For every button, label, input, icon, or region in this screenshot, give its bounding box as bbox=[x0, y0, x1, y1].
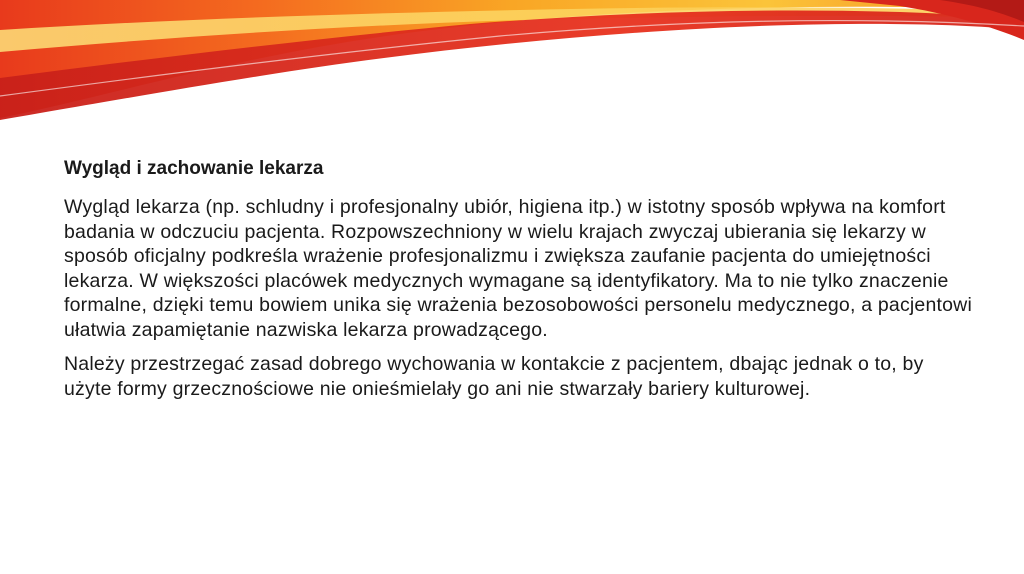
paragraph-manners: Należy przestrzegać zasad dobrego wychowania w kontakcie z pacjentem, dbając jednak o to, by użyte formy grzecznościowe nie onieśmielały go ani nie stwarzały bariery kulturowej. bbox=[64, 353, 924, 400]
slide-heading: Wygląd i zachowanie lekarza bbox=[64, 158, 324, 179]
paragraph-appearance: Wygląd lekarza (np. schludny i profesjonalny ubiór, higiena itp.) w istotny sposób wpływa na komfort badania w odczuciu pacjenta. Rozpowszechniony w wielu krajach zwyczaj ubierania się lekarzy w sposób oficjalny podkreśla wrażenie profesjonalizmu i zwiększa zaufanie pacjenta do umiejętności lekarza. W większości placówek medycznych wymagane są identyfikatory. Ma to nie tylko znaczenie formalne, dzięki temu bowiem unika się wrażenia bezosobowości personelu medycznego, a pacjentowi ułatwia zapamiętanie nazwiska lekarza prowadzącego. bbox=[64, 196, 973, 341]
slide-content bbox=[64, 157, 974, 411]
decorative-swoosh-banner bbox=[0, 0, 1024, 140]
